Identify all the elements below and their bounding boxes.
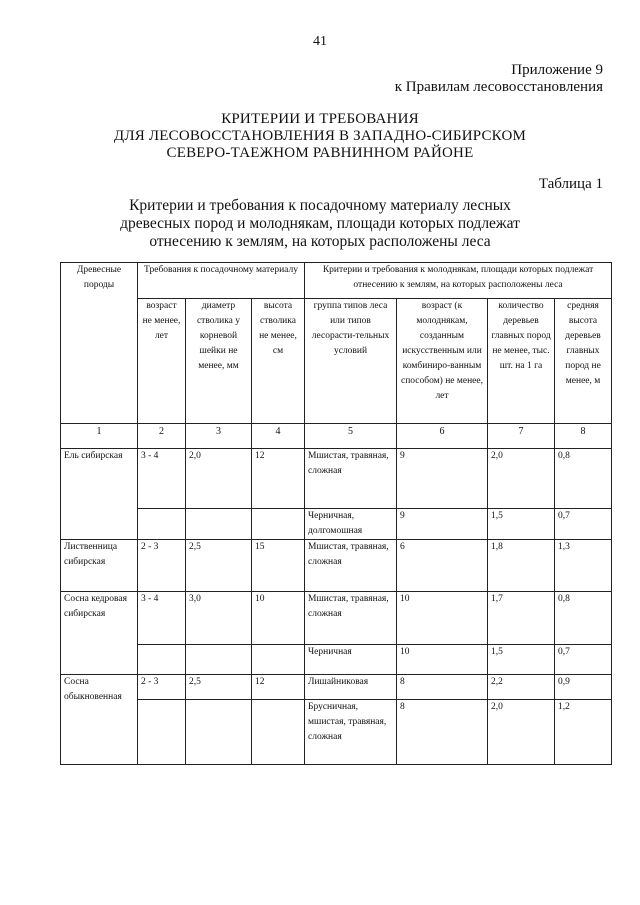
table-row — [61, 509, 612, 540]
diameter-cell — [186, 700, 252, 765]
forest-type-cell: Черничная, долгомошная — [305, 509, 397, 540]
mean-height-cell: 1,3 — [555, 540, 612, 592]
height-cell: 15 — [252, 540, 305, 592]
document-title-line-1: КРИТЕРИИ И ТРЕБОВАНИЯ — [221, 111, 419, 127]
mean-height-cell: 0,8 — [555, 449, 612, 509]
forest-type-cell: Черничная — [305, 645, 397, 675]
column-number: 8 — [555, 424, 612, 449]
header-young-stands: Критерии и требования к молоднякам, площади которых подлежат отнесению к землям, на которых расположены леса — [305, 263, 612, 299]
mean-height-cell: 1,2 — [555, 700, 612, 765]
table-row — [61, 700, 612, 765]
age-cell — [138, 509, 186, 540]
species-cell: Сосна обыкновенная — [61, 675, 138, 765]
column-number: 6 — [397, 424, 488, 449]
height-cell — [252, 509, 305, 540]
age-cell — [138, 700, 186, 765]
appendix-label: Приложение 9 — [511, 62, 603, 78]
header-diameter: диаметр стволика у корневой шейки не менее, мм — [186, 299, 252, 424]
column-number: 2 — [138, 424, 186, 449]
species-cell: Лиственница сибирская — [61, 540, 138, 592]
height-cell: 10 — [252, 592, 305, 645]
age-cell: 3 - 4 — [138, 449, 186, 509]
height-cell: 12 — [252, 675, 305, 700]
forest-type-cell: Мшистая, травяная, сложная — [305, 449, 397, 509]
table-caption-line-2: древесных пород и молоднякам, площади которых подлежат — [120, 215, 520, 232]
column-number: 3 — [186, 424, 252, 449]
page-number: 41 — [313, 34, 327, 49]
young-age-cell: 9 — [397, 509, 488, 540]
height-cell — [252, 645, 305, 675]
young-age-cell: 10 — [397, 645, 488, 675]
young-age-cell: 6 — [397, 540, 488, 592]
diameter-cell: 2,5 — [186, 540, 252, 592]
young-age-cell: 9 — [397, 449, 488, 509]
column-number: 1 — [61, 424, 138, 449]
header-height: высота стволика не менее, см — [252, 299, 305, 424]
header-planting-material: Требования к посадочному материалу — [138, 263, 305, 299]
header-mean-height: средняя высота деревьев главных пород не менее, м — [555, 299, 612, 424]
mean-height-cell: 0,7 — [555, 509, 612, 540]
young-age-cell: 8 — [397, 675, 488, 700]
appendix-reference: к Правилам лесовосстановления — [394, 79, 603, 95]
forest-type-cell: Мшистая, травяная, сложная — [305, 540, 397, 592]
tree-count-cell: 1,5 — [488, 509, 555, 540]
table-row — [61, 540, 612, 592]
table-caption-line-3: отнесению к землям, на которых расположены леса — [149, 233, 491, 250]
mean-height-cell: 0,9 — [555, 675, 612, 700]
header-age: возраст не менее, лет — [138, 299, 186, 424]
header-tree-count: количество деревьев главных пород не менее, тыс. шт. на 1 га — [488, 299, 555, 424]
mean-height-cell: 0,8 — [555, 592, 612, 645]
tree-count-cell: 2,2 — [488, 675, 555, 700]
forest-type-cell: Мшистая, травяная, сложная — [305, 592, 397, 645]
young-age-cell: 10 — [397, 592, 488, 645]
forest-type-cell: Брусничная, мшистая, травяная, сложная — [305, 700, 397, 765]
diameter-cell: 2,5 — [186, 675, 252, 700]
age-cell — [138, 645, 186, 675]
tree-count-cell: 2,0 — [488, 700, 555, 765]
young-age-cell: 8 — [397, 700, 488, 765]
table-row — [61, 675, 612, 700]
diameter-cell: 2,0 — [186, 449, 252, 509]
table-label: Таблица 1 — [538, 176, 603, 192]
age-cell: 2 - 3 — [138, 540, 186, 592]
diameter-cell — [186, 645, 252, 675]
column-number: 5 — [305, 424, 397, 449]
header-young-age: возраст (к молоднякам, созданным искусственным или комбиниро-ванным способом) не менее, лет — [397, 299, 488, 424]
mean-height-cell: 0,7 — [555, 645, 612, 675]
tree-count-cell: 2,0 — [488, 449, 555, 509]
table-row — [61, 645, 612, 675]
column-number: 4 — [252, 424, 305, 449]
header-species: Древесные породы — [61, 263, 138, 424]
tree-count-cell: 1,7 — [488, 592, 555, 645]
tree-count-cell: 1,5 — [488, 645, 555, 675]
document-title-line-3: СЕВЕРО-ТАЕЖНОМ РАВНИННОМ РАЙОНЕ — [166, 145, 474, 161]
document-title-line-2: ДЛЯ ЛЕСОВОССТАНОВЛЕНИЯ В ЗАПАДНО-СИБИРСКОМ — [113, 128, 527, 144]
table-row — [61, 592, 612, 645]
species-cell: Ель сибирская — [61, 449, 138, 540]
table-row — [61, 449, 612, 509]
table-caption-line-1: Критерии и требования к посадочному материалу лесных — [129, 197, 511, 214]
header-forest-type: группа типов леса или типов лесорасти-тельных условий — [305, 299, 397, 424]
diameter-cell: 3,0 — [186, 592, 252, 645]
age-cell: 2 - 3 — [138, 675, 186, 700]
height-cell: 12 — [252, 449, 305, 509]
tree-count-cell: 1,8 — [488, 540, 555, 592]
column-number: 7 — [488, 424, 555, 449]
age-cell: 3 - 4 — [138, 592, 186, 645]
species-cell: Сосна кедровая сибирская — [61, 592, 138, 675]
forest-type-cell: Лишайниковая — [305, 675, 397, 700]
diameter-cell — [186, 509, 252, 540]
criteria-table — [60, 262, 612, 765]
height-cell — [252, 700, 305, 765]
